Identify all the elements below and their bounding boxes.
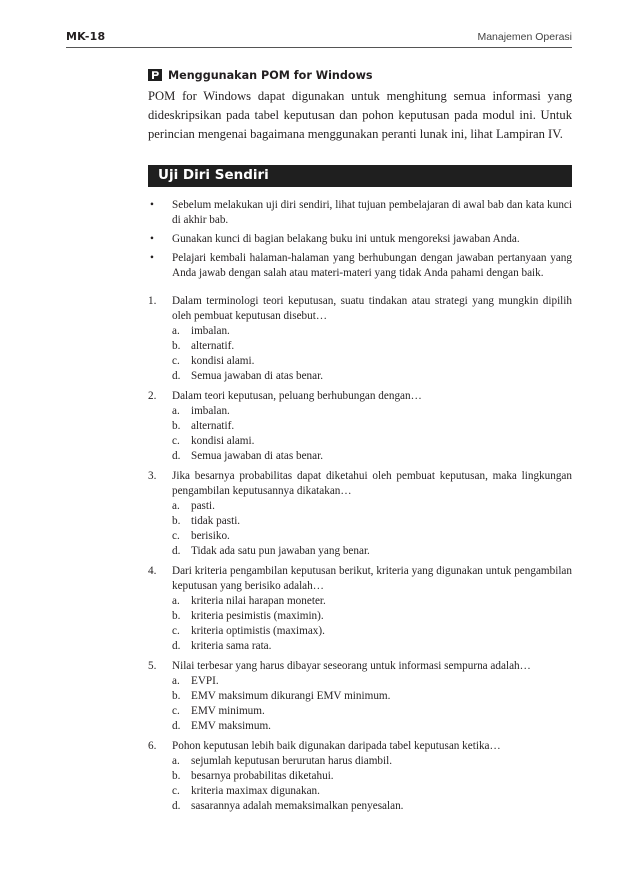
answer-option	[172, 799, 572, 814]
question-list	[148, 294, 572, 819]
answer-option	[172, 784, 572, 799]
bullet-item	[148, 232, 572, 247]
uji-banner	[148, 165, 572, 187]
answer-option	[172, 369, 572, 384]
option-letter: a.	[172, 500, 180, 512]
answer-option	[172, 754, 572, 769]
pom-section	[148, 67, 572, 145]
uji-title: Uji Diri Sendiri	[158, 167, 269, 183]
answer-option	[172, 434, 572, 449]
question-text: Jika besarnya probabilitas dapat diketahui oleh pembuat keputusan, maka lingkungan pengambilan keputusannya dikatakan…	[172, 470, 572, 497]
option-text: imbalan.	[191, 405, 230, 417]
option-text: kondisi alami.	[191, 355, 255, 367]
answer-option	[172, 704, 572, 719]
question	[148, 389, 572, 464]
bullet-text: Sebelum melakukan uji diri sendiri, lihat tujuan pembelajaran di awal bab dan kata kunci di akhir bab.	[172, 199, 572, 226]
option-text: kriteria pesimistis (maximin).	[191, 610, 324, 622]
question-number: 4.	[148, 565, 157, 577]
option-text: alternatif.	[191, 420, 235, 432]
option-text: EVPI.	[191, 675, 219, 687]
option-text: imbalan.	[191, 325, 230, 337]
question-text: Nilai terbesar yang harus dibayar seseorang untuk informasi sempurna adalah…	[172, 660, 531, 672]
option-text: pasti.	[191, 500, 215, 512]
option-text: Semua jawaban di atas benar.	[191, 450, 324, 462]
option-letter: a.	[172, 405, 180, 417]
answer-option	[172, 769, 572, 784]
option-letter: d.	[172, 370, 181, 382]
answer-option	[172, 639, 572, 654]
option-letter: b.	[172, 420, 181, 432]
pom-title: Menggunakan POM for Windows	[168, 68, 373, 82]
option-text: alternatif.	[191, 340, 235, 352]
option-letter: a.	[172, 325, 180, 337]
answer-option	[172, 594, 572, 609]
question-text: Dari kriteria pengambilan keputusan berikut, kriteria yang digunakan untuk pengambilan keputusan yang berisiko adalah…	[172, 565, 572, 592]
answer-option	[172, 529, 572, 544]
pom-heading	[148, 67, 572, 83]
option-text: sejumlah keputusan berurutan harus diambil.	[191, 755, 393, 767]
option-letter: d.	[172, 640, 181, 652]
option-text: kondisi alami.	[191, 435, 255, 447]
option-text: EMV minimum.	[191, 705, 265, 717]
option-text: kriteria nilai harapan moneter.	[191, 595, 326, 607]
answer-option	[172, 624, 572, 639]
answer-option	[172, 674, 572, 689]
option-letter: a.	[172, 755, 180, 767]
answer-option	[172, 354, 572, 369]
question-text: Pohon keputusan lebih baik digunakan daripada tabel keputusan ketika…	[172, 740, 501, 752]
question-text: Dalam teori keputusan, peluang berhubungan dengan…	[172, 390, 422, 402]
option-text: kriteria sama rata.	[191, 640, 272, 652]
answer-option	[172, 609, 572, 624]
p-icon	[148, 69, 162, 81]
header-rule	[66, 47, 572, 48]
bullet-item	[148, 198, 572, 228]
question	[148, 294, 572, 384]
option-text: kriteria maximax digunakan.	[191, 785, 320, 797]
answer-option	[172, 544, 572, 559]
option-letter: b.	[172, 340, 181, 352]
question-number: 3.	[148, 470, 157, 482]
answer-option	[172, 689, 572, 704]
option-letter: c.	[172, 435, 180, 447]
option-text: sasarannya adalah memaksimalkan penyesalan.	[191, 800, 404, 812]
option-text: berisiko.	[191, 530, 230, 542]
bullet-dot: •	[150, 252, 154, 264]
answer-option	[172, 719, 572, 734]
option-letter: d.	[172, 545, 181, 557]
bullet-dot: •	[150, 199, 154, 211]
question-number: 5.	[148, 660, 157, 672]
question	[148, 739, 572, 814]
option-text: besarnya probabilitas diketahui.	[191, 770, 334, 782]
page-number: MK-18	[66, 30, 106, 43]
option-letter: b.	[172, 770, 181, 782]
pom-body: POM for Windows dapat digunakan untuk menghitung semua informasi yang dideskripsikan pada tabel keputusan dan pohon keputusan pada modul ini. Untuk perincian mengenai bagaimana menggunakan peranti lunak ini, lihat Lampiran IV.	[148, 89, 572, 142]
question-number: 6.	[148, 740, 157, 752]
bullet-text: Pelajari kembali halaman-halaman yang berhubungan dengan jawaban pertanyaan yang Anda jawab dengan salah atau materi-materi yang tidak Anda pahami dengan baik.	[172, 252, 572, 279]
answer-option	[172, 339, 572, 354]
answer-option	[172, 324, 572, 339]
option-letter: d.	[172, 450, 181, 462]
answer-option	[172, 404, 572, 419]
bullet-item	[148, 251, 572, 281]
question	[148, 469, 572, 559]
option-letter: b.	[172, 515, 181, 527]
option-letter: c.	[172, 705, 180, 717]
answer-option	[172, 419, 572, 434]
option-letter: c.	[172, 625, 180, 637]
option-letter: c.	[172, 355, 180, 367]
bullet-text: Gunakan kunci di bagian belakang buku ini untuk mengoreksi jawaban Anda.	[172, 233, 520, 245]
option-letter: b.	[172, 690, 181, 702]
option-letter: c.	[172, 785, 180, 797]
option-text: Tidak ada satu pun jawaban yang benar.	[191, 545, 370, 557]
question-text: Dalam terminologi teori keputusan, suatu tindakan atau strategi yang mungkin dipilih oleh pembuat keputusan disebut…	[172, 295, 572, 322]
answer-option	[172, 514, 572, 529]
question	[148, 564, 572, 654]
page-header	[66, 30, 572, 46]
answer-option	[172, 449, 572, 464]
option-letter: d.	[172, 800, 181, 812]
option-text: EMV maksimum.	[191, 720, 271, 732]
option-letter: b.	[172, 610, 181, 622]
running-title: Manajemen Operasi	[477, 31, 572, 43]
bullet-dot: •	[150, 233, 154, 245]
option-text: tidak pasti.	[191, 515, 241, 527]
answer-option	[172, 499, 572, 514]
option-letter: c.	[172, 530, 180, 542]
option-text: EMV maksimum dikurangi EMV minimum.	[191, 690, 391, 702]
question	[148, 659, 572, 734]
option-letter: a.	[172, 595, 180, 607]
option-letter: d.	[172, 720, 181, 732]
bullet-list	[148, 198, 572, 285]
question-number: 1.	[148, 295, 157, 307]
option-text: Semua jawaban di atas benar.	[191, 370, 324, 382]
option-text: kriteria optimistis (maximax).	[191, 625, 325, 637]
option-letter: a.	[172, 675, 180, 687]
question-number: 2.	[148, 390, 157, 402]
